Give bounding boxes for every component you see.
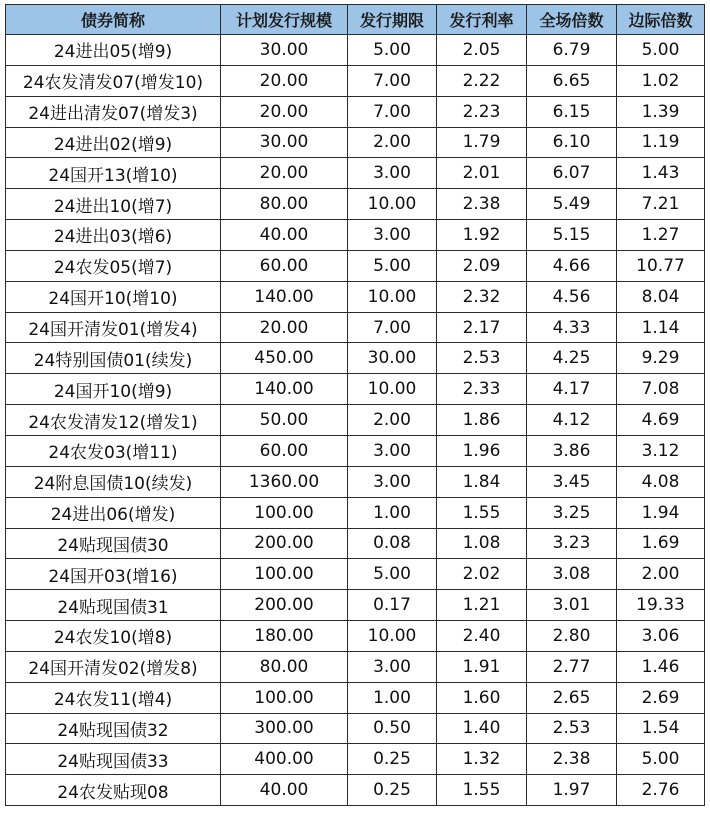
cell-issue-term: 3.00 (348, 651, 437, 682)
table-row (6, 374, 705, 405)
table-row (6, 590, 705, 621)
cell-issue-rate: 2.17 (437, 312, 527, 343)
cell-overall-bid-cover: 2.65 (527, 682, 617, 713)
table-row (6, 497, 705, 528)
cell-overall-bid-cover: 2.53 (527, 713, 617, 744)
cell-bond-name: 24农发贴现08 (6, 775, 221, 806)
cell-bond-name: 24国开03(增16) (6, 559, 221, 590)
cell-bond-name: 24国开10(增10) (6, 281, 221, 312)
cell-issue-term: 7.00 (348, 65, 437, 96)
cell-planned-issue-size: 60.00 (221, 435, 348, 466)
cell-issue-rate: 2.40 (437, 621, 527, 652)
cell-issue-term: 3.00 (348, 466, 437, 497)
cell-marginal-bid-cover: 1.19 (617, 127, 705, 158)
cell-issue-rate: 1.21 (437, 590, 527, 621)
cell-issue-term: 5.00 (348, 35, 437, 66)
cell-marginal-bid-cover: 8.04 (617, 281, 705, 312)
cell-planned-issue-size: 180.00 (221, 621, 348, 652)
cell-bond-name: 24贴现国债33 (6, 744, 221, 775)
cell-bond-name: 24贴现国债30 (6, 528, 221, 559)
cell-bond-name: 24农发清发12(增发1) (6, 405, 221, 436)
cell-overall-bid-cover: 6.15 (527, 96, 617, 127)
cell-issue-rate: 2.32 (437, 281, 527, 312)
cell-marginal-bid-cover: 3.06 (617, 621, 705, 652)
cell-issue-rate: 1.92 (437, 220, 527, 251)
cell-planned-issue-size: 80.00 (221, 189, 348, 220)
cell-overall-bid-cover: 3.25 (527, 497, 617, 528)
cell-planned-issue-size: 20.00 (221, 312, 348, 343)
cell-issue-term: 7.00 (348, 312, 437, 343)
cell-planned-issue-size: 100.00 (221, 559, 348, 590)
cell-issue-term: 1.00 (348, 497, 437, 528)
cell-planned-issue-size: 80.00 (221, 651, 348, 682)
cell-issue-term: 30.00 (348, 343, 437, 374)
cell-overall-bid-cover: 6.07 (527, 158, 617, 189)
table-row (6, 713, 705, 744)
cell-issue-term: 5.00 (348, 250, 437, 281)
cell-issue-rate: 1.79 (437, 127, 527, 158)
header-issue-term: 发行期限 (348, 5, 437, 35)
cell-marginal-bid-cover: 19.33 (617, 590, 705, 621)
cell-issue-term: 0.17 (348, 590, 437, 621)
cell-marginal-bid-cover: 2.69 (617, 682, 705, 713)
table-row (6, 65, 705, 96)
cell-overall-bid-cover: 4.25 (527, 343, 617, 374)
cell-planned-issue-size: 200.00 (221, 590, 348, 621)
cell-overall-bid-cover: 4.17 (527, 374, 617, 405)
cell-overall-bid-cover: 4.66 (527, 250, 617, 281)
table-row (6, 312, 705, 343)
cell-planned-issue-size: 20.00 (221, 96, 348, 127)
cell-issue-rate: 2.02 (437, 559, 527, 590)
cell-planned-issue-size: 30.00 (221, 127, 348, 158)
table-row (6, 250, 705, 281)
table-row (6, 528, 705, 559)
cell-bond-name: 24国开清发02(增发8) (6, 651, 221, 682)
cell-marginal-bid-cover: 1.43 (617, 158, 705, 189)
cell-planned-issue-size: 40.00 (221, 775, 348, 806)
cell-overall-bid-cover: 2.38 (527, 744, 617, 775)
cell-bond-name: 24进出02(增9) (6, 127, 221, 158)
cell-planned-issue-size: 140.00 (221, 281, 348, 312)
cell-overall-bid-cover: 4.33 (527, 312, 617, 343)
cell-issue-term: 3.00 (348, 158, 437, 189)
cell-overall-bid-cover: 1.97 (527, 775, 617, 806)
cell-issue-rate: 2.53 (437, 343, 527, 374)
cell-bond-name: 24特别国债01(续发) (6, 343, 221, 374)
cell-issue-term: 0.50 (348, 713, 437, 744)
cell-planned-issue-size: 140.00 (221, 374, 348, 405)
cell-marginal-bid-cover: 7.21 (617, 189, 705, 220)
cell-bond-name: 24进出03(增6) (6, 220, 221, 251)
bond-auction-table-container (5, 4, 705, 806)
cell-issue-rate: 1.55 (437, 775, 527, 806)
cell-marginal-bid-cover: 3.12 (617, 435, 705, 466)
cell-issue-rate: 1.84 (437, 466, 527, 497)
cell-marginal-bid-cover: 1.54 (617, 713, 705, 744)
cell-bond-name: 24附息国债10(续发) (6, 466, 221, 497)
cell-issue-term: 2.00 (348, 127, 437, 158)
cell-planned-issue-size: 300.00 (221, 713, 348, 744)
cell-overall-bid-cover: 6.79 (527, 35, 617, 66)
cell-marginal-bid-cover: 1.39 (617, 96, 705, 127)
header-row (6, 5, 705, 35)
cell-issue-term: 10.00 (348, 281, 437, 312)
cell-bond-name: 24农发05(增7) (6, 250, 221, 281)
cell-planned-issue-size: 100.00 (221, 682, 348, 713)
cell-issue-term: 10.00 (348, 374, 437, 405)
cell-issue-rate: 1.40 (437, 713, 527, 744)
cell-planned-issue-size: 450.00 (221, 343, 348, 374)
cell-bond-name: 24农发11(增4) (6, 682, 221, 713)
cell-marginal-bid-cover: 2.00 (617, 559, 705, 590)
table-row (6, 621, 705, 652)
table-row (6, 651, 705, 682)
cell-issue-rate: 2.09 (437, 250, 527, 281)
cell-marginal-bid-cover: 4.08 (617, 466, 705, 497)
cell-issue-rate: 2.23 (437, 96, 527, 127)
table-row (6, 435, 705, 466)
cell-overall-bid-cover: 3.23 (527, 528, 617, 559)
cell-overall-bid-cover: 4.12 (527, 405, 617, 436)
cell-issue-rate: 2.05 (437, 35, 527, 66)
cell-issue-term: 7.00 (348, 96, 437, 127)
table-row (6, 220, 705, 251)
table-row (6, 744, 705, 775)
cell-issue-rate: 1.55 (437, 497, 527, 528)
cell-planned-issue-size: 20.00 (221, 65, 348, 96)
cell-marginal-bid-cover: 1.46 (617, 651, 705, 682)
table-row (6, 405, 705, 436)
cell-overall-bid-cover: 5.15 (527, 220, 617, 251)
header-planned-issue-size: 计划发行规模 (221, 5, 348, 35)
cell-planned-issue-size: 40.00 (221, 220, 348, 251)
cell-marginal-bid-cover: 7.08 (617, 374, 705, 405)
cell-bond-name: 24贴现国债32 (6, 713, 221, 744)
cell-issue-term: 3.00 (348, 220, 437, 251)
cell-planned-issue-size: 100.00 (221, 497, 348, 528)
cell-bond-name: 24贴现国债31 (6, 590, 221, 621)
cell-bond-name: 24国开13(增10) (6, 158, 221, 189)
cell-bond-name: 24农发清发07(增发10) (6, 65, 221, 96)
cell-bond-name: 24进出06(增发) (6, 497, 221, 528)
cell-issue-rate: 2.33 (437, 374, 527, 405)
table-row (6, 343, 705, 374)
cell-issue-rate: 2.01 (437, 158, 527, 189)
cell-issue-term: 10.00 (348, 189, 437, 220)
header-marginal-bid-cover: 边际倍数 (617, 5, 705, 35)
cell-bond-name: 24国开10(增9) (6, 374, 221, 405)
table-row (6, 127, 705, 158)
cell-planned-issue-size: 1360.00 (221, 466, 348, 497)
cell-planned-issue-size: 20.00 (221, 158, 348, 189)
table-row (6, 189, 705, 220)
cell-marginal-bid-cover: 1.02 (617, 65, 705, 96)
cell-marginal-bid-cover: 1.69 (617, 528, 705, 559)
cell-issue-term: 0.25 (348, 744, 437, 775)
table-header (6, 5, 705, 35)
cell-issue-rate: 1.08 (437, 528, 527, 559)
table-row (6, 775, 705, 806)
cell-issue-rate: 1.91 (437, 651, 527, 682)
cell-marginal-bid-cover: 10.77 (617, 250, 705, 281)
table-row (6, 158, 705, 189)
table-body (6, 35, 705, 806)
cell-issue-rate: 2.22 (437, 65, 527, 96)
header-overall-bid-cover: 全场倍数 (527, 5, 617, 35)
cell-bond-name: 24进出05(增9) (6, 35, 221, 66)
table-row (6, 35, 705, 66)
cell-bond-name: 24进出清发07(增发3) (6, 96, 221, 127)
cell-bond-name: 24农发03(增11) (6, 435, 221, 466)
cell-issue-term: 10.00 (348, 621, 437, 652)
cell-overall-bid-cover: 2.80 (527, 621, 617, 652)
cell-issue-term: 1.00 (348, 682, 437, 713)
cell-overall-bid-cover: 6.65 (527, 65, 617, 96)
cell-overall-bid-cover: 3.08 (527, 559, 617, 590)
cell-overall-bid-cover: 2.77 (527, 651, 617, 682)
cell-planned-issue-size: 200.00 (221, 528, 348, 559)
cell-marginal-bid-cover: 5.00 (617, 35, 705, 66)
cell-overall-bid-cover: 3.45 (527, 466, 617, 497)
cell-overall-bid-cover: 5.49 (527, 189, 617, 220)
table-row (6, 96, 705, 127)
cell-marginal-bid-cover: 9.29 (617, 343, 705, 374)
cell-issue-term: 0.25 (348, 775, 437, 806)
cell-planned-issue-size: 400.00 (221, 744, 348, 775)
cell-issue-rate: 1.96 (437, 435, 527, 466)
cell-marginal-bid-cover: 1.27 (617, 220, 705, 251)
cell-marginal-bid-cover: 1.14 (617, 312, 705, 343)
table-row (6, 559, 705, 590)
cell-issue-term: 3.00 (348, 435, 437, 466)
cell-bond-name: 24国开清发01(增发4) (6, 312, 221, 343)
header-issue-rate: 发行利率 (437, 5, 527, 35)
cell-planned-issue-size: 50.00 (221, 405, 348, 436)
table-row (6, 682, 705, 713)
cell-bond-name: 24进出10(增7) (6, 189, 221, 220)
cell-overall-bid-cover: 6.10 (527, 127, 617, 158)
cell-overall-bid-cover: 3.86 (527, 435, 617, 466)
table-row (6, 281, 705, 312)
cell-bond-name: 24农发10(增8) (6, 621, 221, 652)
bond-auction-table (5, 4, 705, 806)
cell-issue-rate: 1.60 (437, 682, 527, 713)
header-bond-name: 债券简称 (6, 5, 221, 35)
cell-planned-issue-size: 30.00 (221, 35, 348, 66)
cell-issue-rate: 1.86 (437, 405, 527, 436)
cell-issue-term: 2.00 (348, 405, 437, 436)
cell-issue-term: 5.00 (348, 559, 437, 590)
cell-marginal-bid-cover: 5.00 (617, 744, 705, 775)
cell-marginal-bid-cover: 1.94 (617, 497, 705, 528)
cell-issue-term: 0.08 (348, 528, 437, 559)
cell-overall-bid-cover: 3.01 (527, 590, 617, 621)
cell-overall-bid-cover: 4.56 (527, 281, 617, 312)
cell-planned-issue-size: 60.00 (221, 250, 348, 281)
cell-issue-rate: 2.38 (437, 189, 527, 220)
cell-issue-rate: 1.32 (437, 744, 527, 775)
table-row (6, 466, 705, 497)
cell-marginal-bid-cover: 4.69 (617, 405, 705, 436)
cell-marginal-bid-cover: 2.76 (617, 775, 705, 806)
